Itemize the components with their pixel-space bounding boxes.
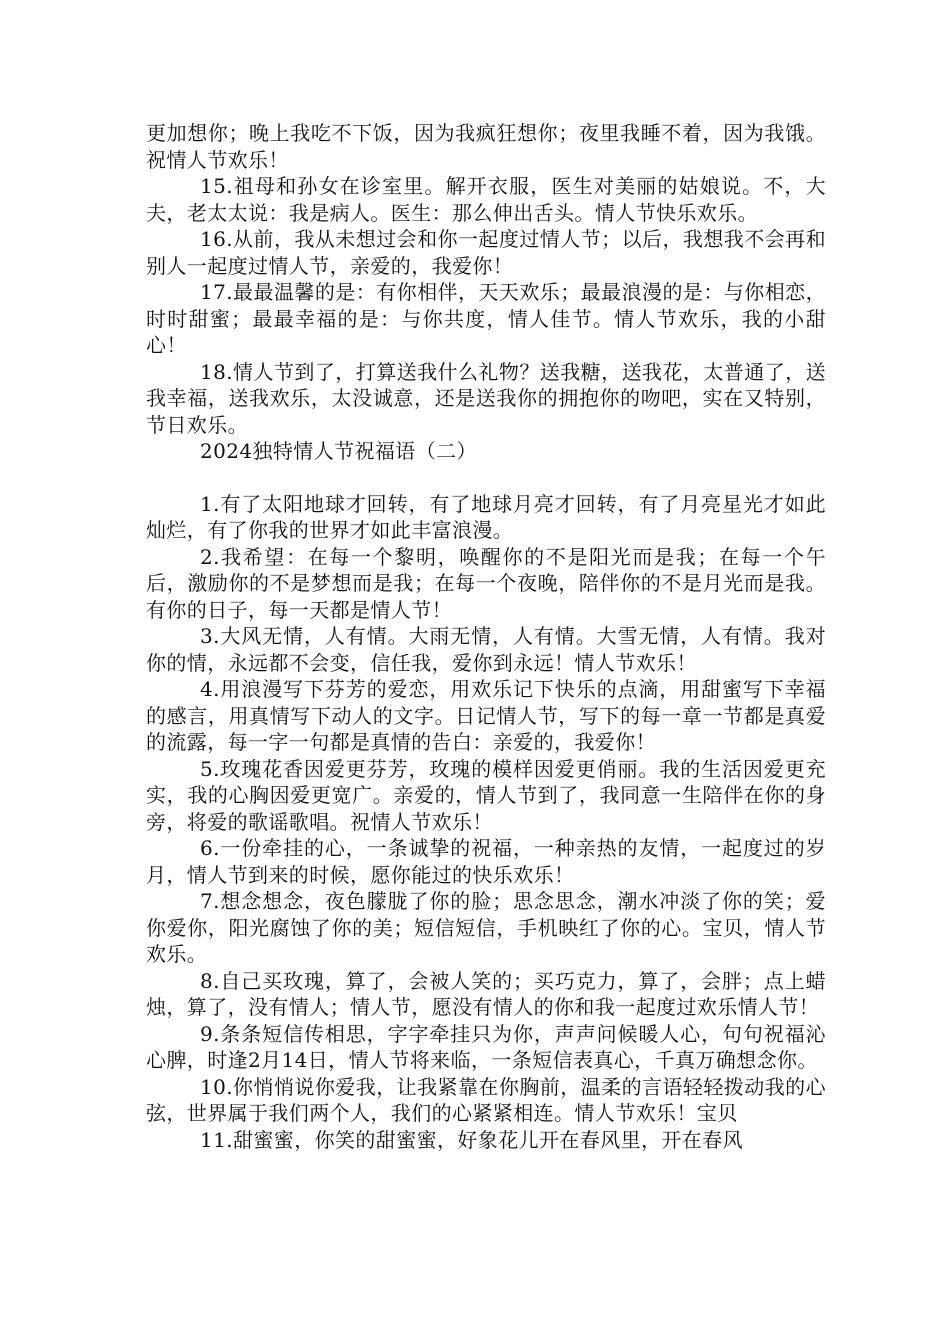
paragraph-item-10: 10.你悄悄说你爱我，让我紧靠在你胸前，温柔的言语轻轻拨动我的心弦，世界属于我们两个人，我们的心紧紧相连。情人节欢乐！宝贝 [146, 1074, 826, 1125]
paragraph-continuation: 更加想你；晚上我吃不下饭，因为我疯狂想你；夜里我睡不着，因为我饿。祝情人节欢乐！ [146, 121, 826, 172]
paragraph-item-5: 5.玫瑰花香因爱更芬芳，玫瑰的模样因爱更俏丽。我的生活因爱更充实，我的心胸因爱更宽广。亲爱的，情人节到了，我同意一生陪伴在你的身旁，将爱的歌谣歌唱。祝情人节欢乐！ [146, 756, 826, 834]
paragraph-item-1: 1.有了太阳地球才回转，有了地球月亮才回转，有了月亮星光才如此灿烂，有了你我的世界才如此丰富浪漫。 [146, 491, 826, 542]
paragraph-item-15: 15.祖母和孙女在诊室里。解开衣服，医生对美丽的姑娘说。不，大夫，老太太说：我是病人。医生：那么伸出舌头。情人节快乐欢乐。 [146, 174, 826, 225]
paragraph-item-3: 3.大风无情，人有情。大雨无情，人有情。大雪无情，人有情。我对你的情，永远都不会变，信任我，爱你到永远！情人节欢乐！ [146, 624, 826, 675]
document-body [146, 120, 826, 1153]
paragraph-item-16: 16.从前，我从未想过会和你一起度过情人节；以后，我想我不会再和别人一起度过情人节，亲爱的，我爱你！ [146, 227, 826, 278]
paragraph-item-17: 17.最最温馨的是：有你相伴，天天欢乐；最最浪漫的是：与你相恋，时时甜蜜；最最幸福的是：与你共度，情人佳节。情人节欢乐，我的小甜心！ [146, 280, 826, 357]
paragraph-item-9: 9.条条短信传相思，字字牵挂只为你，声声问候暖人心，句句祝福沁心脾，时逢2月14日，情人节将来临，一条短信表真心，千真万确想念你。 [146, 1021, 826, 1072]
paragraph-item-7: 7.想念想念，夜色朦胧了你的脸；思念思念，潮水冲淡了你的笑；爱你爱你，阳光腐蚀了你的美；短信短信，手机映红了你的心。宝贝，情人节欢乐。 [146, 889, 826, 966]
paragraph-item-11: 11.甜蜜蜜，你笑的甜蜜蜜，好象花儿开在春风里，开在春风 [200, 1127, 744, 1152]
paragraph-item-8: 8.自己买玫瑰，算了，会被人笑的；买巧克力，算了，会胖；点上蜡烛，算了，没有情人；情人节，愿没有情人的你和我一起度过欢乐情人节！ [146, 968, 826, 1019]
paragraph-item-6: 6.一份牵挂的心，一条诚挚的祝福，一种亲热的友情，一起度过的岁月，情人节到来的时候，愿你能过的快乐欢乐！ [146, 836, 826, 887]
paragraph-item-2: 2.我希望：在每一个黎明，唤醒你的不是阳光而是我；在每一个午后，激励你的不是梦想而是我；在每一个夜晚，陪伴你的不是月光而是我。有你的日子，每一天都是情人节！ [146, 544, 826, 622]
paragraph-item-18: 18.情人节到了，打算送我什么礼物？送我糖，送我花，太普通了，送我幸福，送我欢乐，太没诚意，还是送我你的拥抱你的吻吧，实在又特别，节日欢乐。 [146, 359, 826, 437]
section-heading: 2024独特情人节祝福语（二） [200, 439, 477, 463]
paragraph-item-4: 4.用浪漫写下芬芳的爱恋，用欢乐记下快乐的点滴，用甜蜜写下幸福的感言，用真情写下动人的文字。日记情人节，写下的每一章一节都是真爱的流露，每一字一句都是真情的告白：亲爱的，我爱你！ [146, 677, 826, 754]
